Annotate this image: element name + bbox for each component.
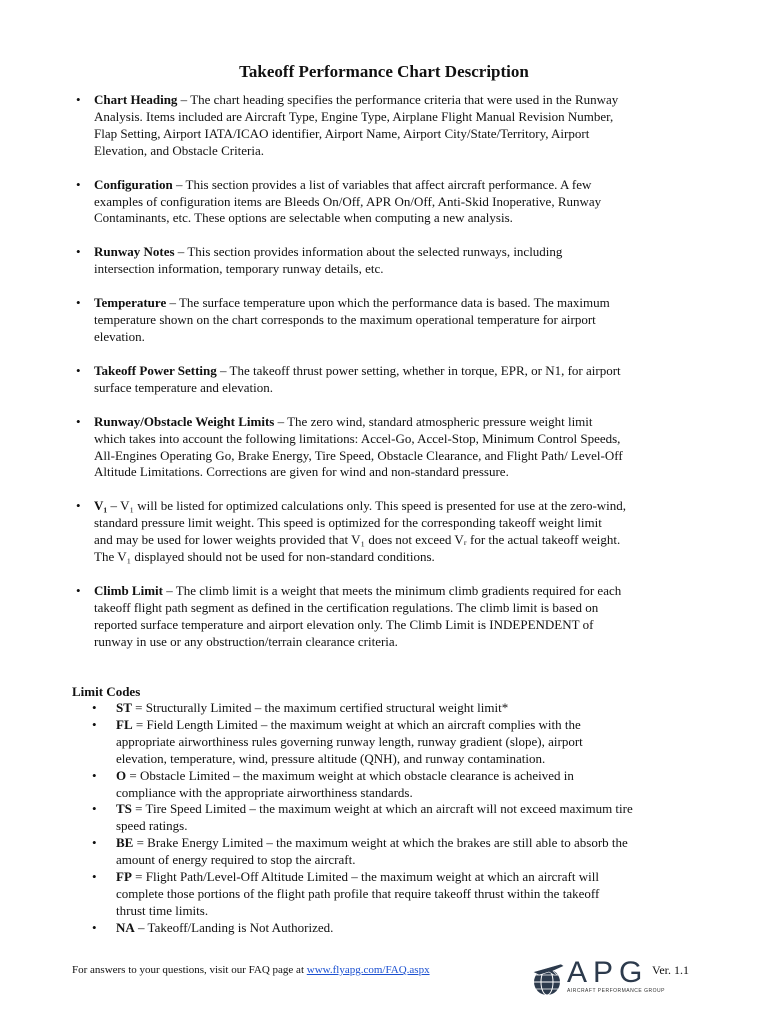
section-term: Takeoff Power Setting — [94, 362, 217, 378]
version-label: Ver. 1.1 — [652, 963, 689, 977]
section-line: The V₁ displayed should not be used for non-standard conditions. — [94, 549, 435, 565]
limit-code-line: speed ratings. — [116, 818, 188, 834]
term-separator: – — [274, 413, 288, 429]
term-separator: – — [107, 498, 121, 514]
section-term: Runway/Obstacle Weight Limits — [94, 413, 275, 429]
section-line: reported surface temperature and airport elevation only. The Climb Limit is INDEPENDENT of — [94, 616, 594, 632]
globe-airplane-icon — [531, 960, 565, 1000]
section-term: Configuration — [94, 176, 173, 192]
limit-code-line: = Tire Speed Limited – the maximum weight at which an aircraft will not exceed maximum tire — [135, 801, 633, 817]
limit-code-line: = Structurally Limited – the maximum certified structural weight limit* — [135, 700, 509, 715]
term-separator: – — [177, 92, 191, 107]
limit-code-line: thrust time limits. — [116, 902, 209, 918]
section-item — [94, 363, 694, 397]
limit-code: ST — [116, 700, 132, 715]
section-line: Analysis. Items included are Aircraft Type, Engine Type, Airplane Flight Manual Revision Number, — [94, 108, 614, 124]
section-term: Climb Limit — [94, 582, 163, 598]
section-line: Elevation, and Obstacle Criteria. — [94, 142, 265, 158]
faq-link[interactable]: www.flyapg.com/FAQ.aspx — [306, 964, 430, 976]
section-line: examples of configuration items are Bleeds On/Off, APR On/Off, Anti-Skid Inoperative, Runway — [94, 193, 602, 209]
limit-code-line: – Takeoff/Landing is Not Authorized. — [138, 919, 334, 935]
section-line: surface temperature and elevation. — [94, 379, 274, 395]
term-separator: – — [174, 244, 188, 260]
section-line: The zero wind, standard atmospheric pressure weight limit — [287, 413, 593, 429]
section-line: The takeoff thrust power setting, whether in torque, EPR, or N1, for airport — [229, 362, 621, 378]
section-line: All-Engines Operating Go, Brake Energy, Tire Speed, Obstacle Clearance, and Flight Path/ Level-Off — [94, 447, 623, 463]
section-line: Contaminants, etc. These options are selectable when computing a new analysis. — [94, 210, 513, 226]
limit-code-item — [116, 801, 696, 835]
section-line: and may be used for lower weights provided that V₁ does not exceed Vᵣ for the actual takeoff weight. — [94, 532, 621, 548]
term-separator: – — [162, 582, 176, 598]
section-line: Altitude Limitations. Corrections are given for wind and non-standard pressure. — [94, 464, 509, 480]
limit-code-item — [116, 768, 696, 802]
limit-codes-heading: Limit Codes — [72, 684, 141, 699]
limit-code-line: = Field Length Limited – the maximum weight at which an aircraft complies with the — [135, 716, 581, 732]
section-term: Chart Heading — [94, 92, 178, 107]
section-line: The chart heading specifies the performance criteria that were used in the Runway — [190, 92, 619, 107]
section-term: V₁ — [94, 498, 108, 514]
limit-code: O — [116, 767, 127, 783]
term-separator: – — [172, 176, 186, 192]
limit-code: BE — [116, 835, 134, 851]
section-list — [94, 92, 694, 651]
footer-label: For answers to your questions, visit our FAQ page at — [72, 964, 307, 976]
footer-text — [72, 963, 430, 977]
limit-code-item — [116, 835, 696, 869]
limit-codes-list — [116, 700, 696, 937]
limit-code-line: elevation, temperature, wind, pressure altitude (QNH), and runway contamination. — [116, 750, 546, 766]
section-term: Temperature — [94, 295, 167, 311]
logo-wordmark: APG — [567, 956, 649, 989]
limit-code: NA — [116, 919, 135, 935]
section-item — [94, 414, 694, 482]
limit-code-item — [116, 920, 696, 937]
term-separator: – — [216, 362, 230, 378]
limit-code-item — [116, 700, 696, 717]
section-line: The surface temperature upon which the performance data is based. The maximum — [178, 295, 610, 311]
limit-code-item — [116, 869, 696, 920]
section-line: runway in use or any obstruction/terrain clearance criteria. — [94, 633, 398, 649]
limit-code-item — [116, 717, 696, 768]
section-term: Runway Notes — [94, 244, 175, 260]
section-line: which takes into account the following limitations: Accel-Go, Accel-Stop, Minimum Control Speeds, — [94, 430, 621, 446]
term-separator: – — [166, 295, 179, 311]
section-line: standard pressure limit weight. This speed is optimized for the corresponding takeoff weight limit — [94, 515, 602, 531]
section-item — [94, 295, 694, 346]
limit-code-line: = Brake Energy Limited – the maximum weight at which the brakes are still able to absorb the — [136, 835, 628, 851]
section-item — [94, 244, 694, 278]
page-title: Takeoff Performance Chart Description — [239, 62, 529, 81]
limit-code: FL — [116, 716, 133, 732]
limit-code-line: appropriate airworthiness rules governing runway length, runway gradient (slope), airport — [116, 733, 583, 749]
limit-code: FP — [116, 869, 132, 885]
limit-code-line: complete those portions of the flight path profile that require takeoff thrust within the takeoff — [116, 885, 600, 901]
section-item — [94, 583, 694, 651]
section-item — [94, 498, 694, 566]
section-line: The climb limit is a weight that meets the minimum climb gradients required for each — [175, 582, 622, 598]
limit-code: TS — [116, 801, 132, 817]
section-line: This section provides a list of variables that affect aircraft performance. A few — [185, 176, 592, 192]
limit-code-line: compliance with the appropriate airworthiness standards. — [116, 784, 413, 800]
section-line: V₁ will be listed for optimized calculations only. This speed is presented for use at the zero-wind, — [120, 498, 627, 514]
section-line: Flap Setting, Airport IATA/ICAO identifier, Airport Name, Airport City/State/Territory, Airport — [94, 125, 590, 141]
section-item — [94, 92, 694, 160]
limit-code-line: = Obstacle Limited – the maximum weight at which obstacle clearance is acheived in — [129, 767, 574, 783]
section-line: This section provides information about the selected runways, including — [187, 244, 563, 260]
limit-code-line: = Flight Path/Level-Off Altitude Limited – the maximum weight at which an aircraft will — [135, 869, 599, 885]
apg-logo — [531, 956, 665, 1000]
limit-code-line: amount of energy required to stop the aircraft. — [116, 852, 356, 868]
section-line: elevation. — [94, 328, 145, 344]
section-line: temperature shown on the chart corresponds to the maximum operational temperature for airport — [94, 312, 596, 328]
section-line: intersection information, temporary runway details, etc. — [94, 261, 384, 277]
logo-subtitle: AIRCRAFT PERFORMANCE GROUP — [567, 988, 665, 994]
section-line: takeoff flight path segment as defined in the certification regulations. The climb limit is based on — [94, 599, 599, 615]
section-item — [94, 177, 694, 228]
